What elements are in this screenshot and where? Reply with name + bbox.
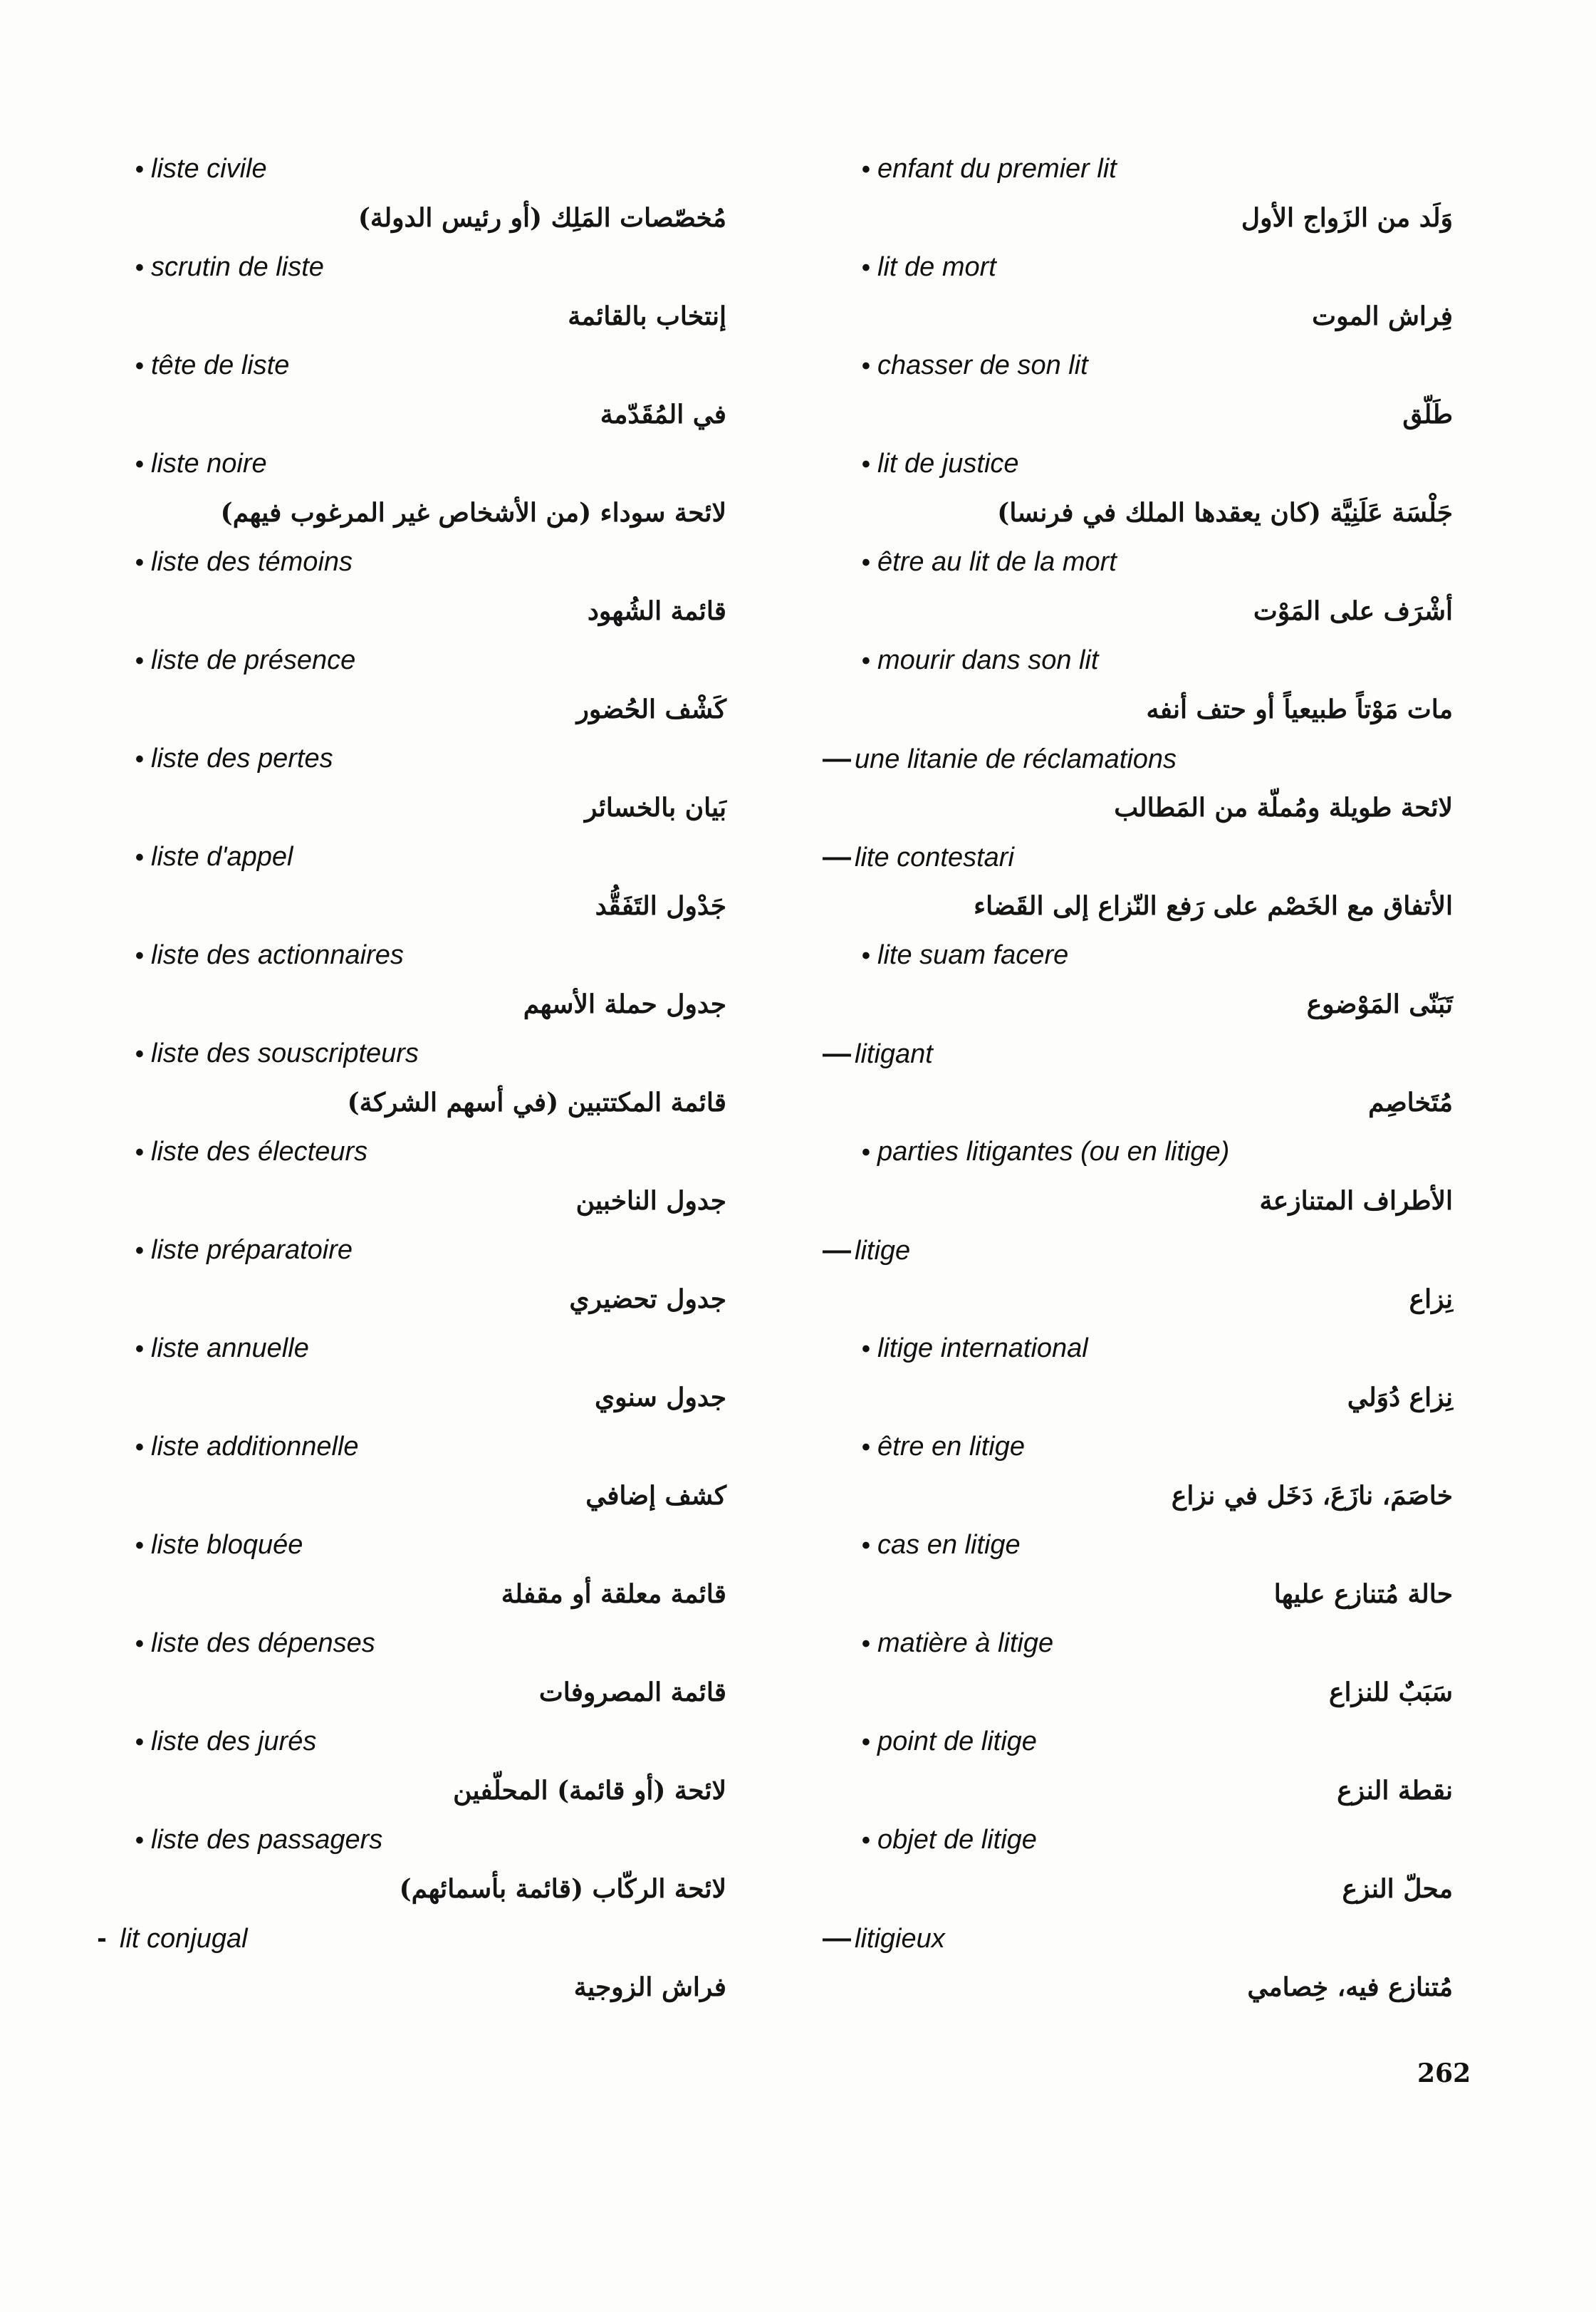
bullet-marker: • [862,942,870,969]
french-term: être au lit de la mort [877,547,1117,577]
page-number: 262 [1417,2058,1471,2088]
bullet-marker: • [135,254,144,281]
french-headword-line [93,241,734,293]
french-headword-line [93,339,734,392]
bullet-marker: • [862,1729,870,1756]
bullet-marker: • [862,1532,870,1559]
french-headword-line [93,1617,734,1670]
arabic-translation: مات مَوْتاً طبيعياً أو حتف أنفه [1146,694,1453,724]
bullet-marker: • [862,451,870,478]
arabic-translation: جدول تحضيري [569,1284,726,1314]
dictionary-entry [93,142,734,241]
arabic-translation: فِراش الموت [1312,301,1453,331]
french-headword-line [819,1420,1460,1473]
french-term: enfant du premier lit [877,154,1117,184]
french-headword-line [819,1617,1460,1670]
french-term: matière à litige [877,1628,1054,1658]
dictionary-entry [93,241,734,339]
dictionary-entry [93,1519,734,1617]
dictionary-entry [819,1519,1460,1617]
bullet-marker: • [135,156,144,183]
arabic-translation: جَدْول التَفَقُّد [595,891,726,921]
dictionary-entry [819,142,1460,241]
arabic-translation: جدول حملة الأسهم [523,989,726,1019]
dictionary-entry [819,1224,1460,1322]
dictionary-entry [93,339,734,437]
french-headword-line [819,437,1460,490]
french-headword-line [819,536,1460,588]
arabic-translation: فراش الزوجية [573,1972,726,2002]
arabic-translation: جَلْسَة عَلَنِيَّة (كان يعقدها الملك في فرنسا) [997,498,1453,528]
french-term: liste des témoins [151,547,353,577]
bullet-marker: • [135,1729,144,1756]
dictionary-entry [93,437,734,536]
dictionary-entry [819,1617,1460,1715]
arabic-translation: نقطة النزع [1337,1776,1453,1806]
french-term: liste des actionnaires [151,940,404,970]
bullet-marker: • [862,647,870,675]
french-headword-line [93,142,734,195]
arabic-translation: طَلّق [1402,400,1453,429]
arabic-translation: أشْرَف على المَوْت [1253,596,1453,626]
bullet-marker: • [135,647,144,675]
arabic-translation: جدول الناخبين [575,1186,726,1216]
arabic-translation: بَيان بالخسائر [585,793,726,823]
french-headword-line [819,1125,1460,1178]
french-term: liste civile [151,154,267,184]
dictionary-entry [819,634,1460,732]
french-term: lit conjugal [120,1924,248,1954]
french-term: tête de liste [151,350,290,380]
dictionary-entry [819,241,1460,339]
dictionary-entry [819,830,1460,929]
dash-marker: — [823,1038,851,1069]
french-term: liste des dépenses [151,1628,375,1658]
french-term: lit de mort [877,252,996,282]
arabic-translation: وَلَد من الزَواج الأول [1241,203,1453,233]
dictionary-entry [819,437,1460,536]
french-headword-line [93,732,734,785]
french-headword-line [93,1420,734,1473]
bullet-marker: • [862,156,870,183]
dictionary-entry [819,1420,1460,1519]
french-headword-line [819,1224,1460,1276]
french-term: liste préparatoire [151,1235,353,1265]
dictionary-entry [93,1125,734,1224]
french-term: être en litige [877,1432,1026,1462]
arabic-translation: خاصَمَ، نازَعَ، دَخَل في نزاع [1171,1481,1453,1511]
french-term: liste des jurés [151,1727,317,1756]
french-headword-line [93,830,734,883]
dictionary-entry [93,1715,734,1813]
french-term: liste annuelle [151,1333,309,1363]
bullet-marker: • [135,942,144,969]
bullet-marker: • [862,353,870,380]
dictionary-entry [93,634,734,732]
dictionary-entry [93,1420,734,1519]
french-term: liste additionnelle [151,1432,359,1462]
arabic-translation: كشف إضافي [585,1481,726,1511]
arabic-translation: سَبَبٌ للنزاع [1328,1677,1453,1707]
french-headword-line [819,339,1460,392]
french-headword-line [93,1519,734,1571]
dictionary-entry [819,1813,1460,1912]
bullet-marker: • [862,1335,870,1363]
arabic-translation: الأتفاق مع الخَصْم على رَفع النّزاع إلى القَضاء [974,891,1453,921]
bullet-marker: • [135,746,144,773]
french-headword-line [819,241,1460,293]
french-headword-line [93,1027,734,1080]
french-term: litige [855,1236,911,1266]
dictionary-entry [93,536,734,634]
dictionary-entry [819,1027,1460,1125]
bullet-marker: • [135,1827,144,1854]
arabic-translation: لائحة سوداء (من الأشخاص غير المرغوب فيهم) [220,498,726,528]
dictionary-entry [819,732,1460,830]
french-term: liste bloquée [151,1530,303,1560]
dictionary-entry [819,929,1460,1027]
bullet-marker: • [862,1630,870,1657]
arabic-translation: لائحة طويلة ومُملّة من المَطالب [1114,793,1453,823]
dictionary-entry [93,1027,734,1125]
french-headword-line [819,634,1460,687]
dictionary-entry [93,1912,734,2010]
bullet-marker: • [135,549,144,576]
french-headword-line [819,142,1460,195]
french-term: liste des souscripteurs [151,1038,419,1068]
french-headword-line [819,1715,1460,1768]
arabic-translation: قائمة المصروفات [538,1677,726,1707]
french-headword-line [84,1912,734,1964]
french-headword-line [93,1125,734,1178]
french-term: point de litige [877,1727,1037,1756]
dictionary-entry [819,1322,1460,1420]
french-term: parties litigantes (ou en litige) [877,1137,1230,1167]
arabic-translation: في المُقَدّمة [600,400,726,429]
dash-marker: — [823,1234,851,1266]
french-term: litigant [855,1039,933,1069]
french-headword-line [93,1322,734,1375]
bullet-marker: • [135,844,144,871]
bullet-marker: • [862,1827,870,1854]
dictionary-entry [819,1715,1460,1813]
arabic-translation: إنتخاب بالقائمة [568,301,726,331]
french-headword-line [93,437,734,490]
french-headword-line [93,536,734,588]
french-term: cas en litige [877,1530,1021,1560]
arabic-translation: مُتنازع فيه، خِصامي [1247,1972,1453,2002]
french-headword-line [93,929,734,981]
arabic-translation: لائحة (أو قائمة) المحلّفين [453,1776,726,1806]
dictionary-entry [819,536,1460,634]
bullet-marker: • [135,353,144,380]
arabic-translation: مُتَخاصِم [1368,1088,1453,1118]
arabic-translation: محلّ النزع [1342,1874,1453,1904]
french-term: litige international [877,1333,1088,1363]
french-headword-line [819,732,1460,785]
french-term: lite contestari [855,843,1014,873]
right-column [819,142,1460,2010]
french-term: objet de litige [877,1825,1037,1855]
french-headword-line [819,1322,1460,1375]
arabic-translation: قائمة المكتتبين (في أسهم الشركة) [347,1088,726,1118]
arabic-translation: لائحة الركّاب (قائمة بأسمائهم) [399,1874,726,1904]
french-headword-line [819,1027,1460,1080]
french-headword-line [819,929,1460,981]
french-term: liste noire [151,449,267,479]
dictionary-entry [93,1224,734,1322]
french-term: une litanie de réclamations [855,744,1177,774]
french-term: chasser de son lit [877,350,1088,380]
dash-marker: — [823,1922,851,1954]
french-term: lit de justice [877,449,1019,479]
dash-marker: — [823,743,851,774]
bullet-marker: • [862,1139,870,1166]
french-term: liste des passagers [151,1825,383,1855]
dictionary-entry [93,1617,734,1715]
dictionary-entry [93,929,734,1027]
bullet-marker: • [862,1434,870,1461]
arabic-translation: نِزاع [1409,1284,1453,1314]
dictionary-entry [93,1813,734,1912]
bullet-marker: • [135,1041,144,1068]
french-headword-line [93,634,734,687]
arabic-translation: مُخصّصات المَلِك (أو رئيس الدولة) [358,203,726,233]
french-headword-line [93,1813,734,1866]
bullet-marker: • [862,549,870,576]
bullet-marker: • [135,1434,144,1461]
french-term: scrutin de liste [151,252,324,282]
french-headword-line [819,830,1460,883]
bullet-marker: • [862,254,870,281]
arabic-translation: كَشْف الحُضور [576,694,726,724]
french-headword-line [819,1519,1460,1571]
bullet-marker: • [135,1630,144,1657]
dictionary-entry [93,830,734,929]
left-column [93,142,734,2010]
dictionary-entry [819,1125,1460,1224]
dash-marker: - [97,1922,107,1954]
arabic-translation: تَبَنّى المَوْضوع [1306,989,1453,1019]
bullet-marker: • [135,1335,144,1363]
bullet-marker: • [135,451,144,478]
dictionary-entry [819,339,1460,437]
arabic-translation: قائمة الشُهود [587,596,726,626]
dictionary-entry [93,732,734,830]
french-headword-line [93,1715,734,1768]
arabic-translation: حالة مُتنازع عليها [1273,1579,1453,1609]
french-headword-line [93,1224,734,1276]
bullet-marker: • [135,1532,144,1559]
french-headword-line [819,1912,1460,1964]
arabic-translation: جدول سنوي [594,1382,726,1412]
dash-marker: — [823,841,851,873]
dictionary-entry [93,1322,734,1420]
french-term: liste des pertes [151,744,333,774]
bullet-marker: • [135,1139,144,1166]
arabic-translation: نِزاع دُوَلي [1347,1382,1453,1412]
bullet-marker: • [135,1237,144,1264]
french-term: liste de présence [151,645,356,675]
arabic-translation: الأطراف المتنازعة [1259,1186,1453,1216]
french-term: mourir dans son lit [877,645,1099,675]
french-term: liste des électeurs [151,1137,368,1167]
french-term: litigieux [855,1924,945,1954]
arabic-translation: قائمة معلقة أو مقفلة [501,1579,726,1609]
french-term: lite suam facere [877,940,1069,970]
french-term: liste d'appel [151,842,293,872]
french-headword-line [819,1813,1460,1866]
dictionary-entry [819,1912,1460,2010]
